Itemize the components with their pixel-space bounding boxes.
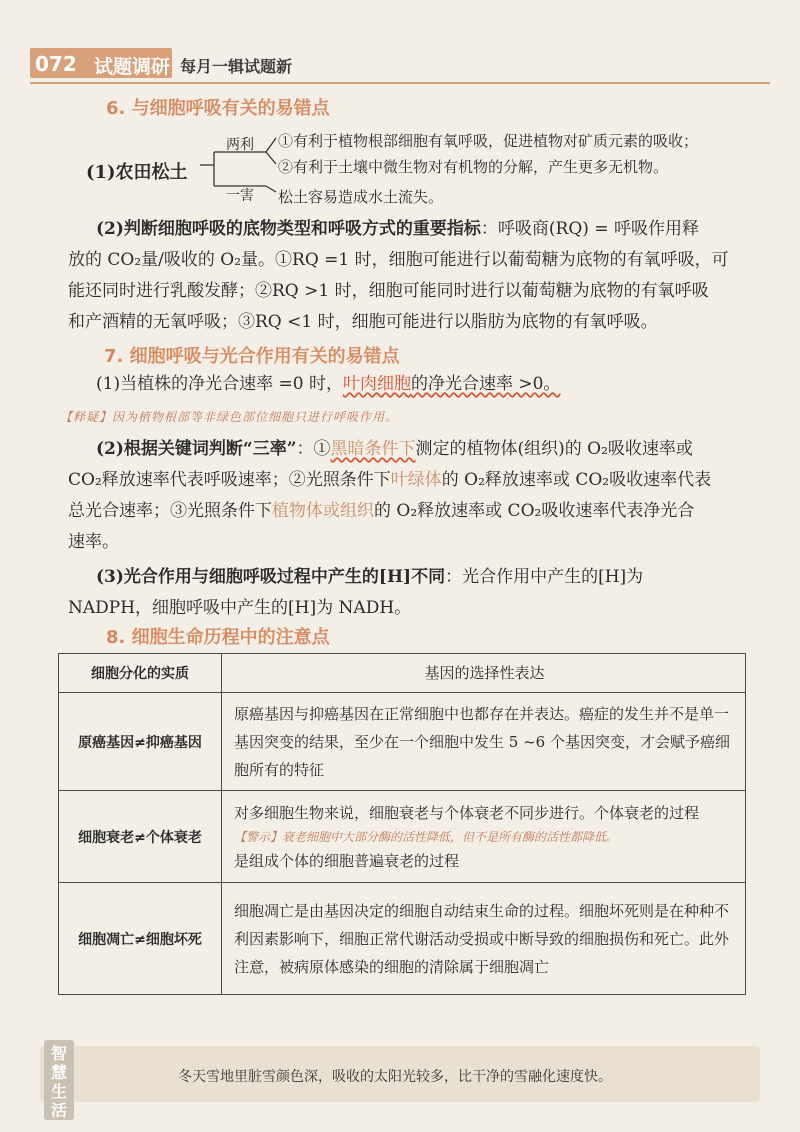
cell-life-table (58, 653, 746, 995)
two-benefits-label: 两利 (226, 137, 254, 153)
section-name: 试题调研 (94, 56, 171, 78)
p1-text-b: 的净光合速率 >0。 (410, 374, 561, 394)
aging-text-b: 是组成个体的细胞普遍衰老的过程 (234, 851, 460, 870)
three-rates-line-4: 速率。 (68, 532, 119, 552)
wisdom-life-tag: 智慧生活 (44, 1040, 74, 1120)
rq-line-1: ：呼吸商(RQ) = 呼吸作用释 (480, 219, 699, 239)
rq-line-2: 放的 CO₂量/吸收的 O₂量。①RQ =1 时，细胞可能进行以葡萄糖为底物的有氧呼吸，可 (68, 250, 729, 270)
three-rates-line3-a: 总光合速率；③光照条件下 (68, 501, 272, 521)
net-photosynthesis-paragraph (96, 369, 756, 400)
harm-text: 松土容易造成水土流失。 (278, 188, 444, 206)
nadph-lead: (3)光合作用与细胞呼吸过程中产生的[H]不同 (96, 567, 446, 587)
row-content: 基因的选择性表达 (222, 654, 746, 693)
footer-tip: 冬天雪地里脏雪颜色深，吸收的太阳光较多，比干净的雪融化速度快。 (178, 1069, 612, 1085)
row-content: 细胞凋亡是由基因决定的细胞自动结束生命的过程。细胞坏死则是在种种不利因素影响下，细胞正常代谢活动受损或中断导致的细胞损伤和死亡。此外注意，被病原体感染的细胞的清除属于细胞凋亡 (222, 883, 746, 995)
nadph-line-1: ：光合作用中产生的[H]为 (445, 567, 644, 587)
respiratory-quotient-paragraph (68, 214, 758, 338)
three-rates-lead: (2)根据关键词判断“三率” (96, 439, 297, 459)
header-subtitle: 每月一辑试题新 (180, 57, 293, 76)
section-6-heading: 6. 与细胞呼吸有关的易错点 (106, 98, 330, 119)
row-content: 原癌基因与抑癌基因在正常细胞中也都存在并表达。癌症的发生并不是单一基因突变的结果，至少在一个细胞中发生 5 ~6 个基因突变，才会赋予癌细胞所有的特征 (222, 693, 746, 791)
nadph-paragraph (68, 562, 758, 624)
table-row (59, 693, 746, 791)
benefit-1: ①有利于植物根部细胞有氧呼吸，促进植物对矿质元素的吸收； (278, 132, 699, 150)
plant-tissue-highlight: 植物体或组织 (272, 501, 374, 521)
dark-condition-highlight: 黑暗条件下 (330, 439, 416, 459)
table-row (59, 883, 746, 995)
tillage-label: (1)农田松土 (86, 162, 188, 183)
row-label: 细胞分化的实质 (59, 654, 222, 693)
page-number: 072 (35, 52, 77, 76)
p1-text-a: (1)当植株的净光合速率 =0 时， (96, 374, 343, 394)
table-row (59, 791, 746, 883)
three-rates-line2-a: CO₂释放速率代表呼吸速率；②光照条件下 (68, 470, 391, 490)
aging-text-a: 对多细胞生物来说，细胞衰老与个体衰老不同步进行。个体衰老的过程 (234, 803, 700, 822)
row-label: 细胞衰老≠个体衰老 (59, 791, 222, 883)
nadph-line-2: NADPH，细胞呼吸中产生的[H]为 NADH。 (68, 598, 412, 618)
clarify-note: 【释疑】因为植物根部等非绿色部位细胞只进行呼吸作用。 (60, 410, 399, 424)
rq-bold-lead: (2)判断细胞呼吸的底物类型和呼吸方式的重要指标 (96, 219, 481, 239)
row-label: 原癌基因≠抑癌基因 (59, 693, 222, 791)
three-rates-line2-b: 的 O₂释放速率或 CO₂吸收速率代表 (441, 470, 712, 490)
section-8-heading: 8. 细胞生命历程中的注意点 (106, 627, 330, 648)
one-harm-label: 一害 (226, 188, 254, 204)
table-row (59, 654, 746, 693)
row-label: 细胞凋亡≠细胞坏死 (59, 883, 222, 995)
chloroplast-highlight: 叶绿体 (390, 470, 442, 490)
three-rates-line3-b: 的 O₂释放速率或 CO₂吸收速率代表净光合 (374, 501, 695, 521)
three-rates-b: 测定的植物体(组织)的 O₂吸收速率或 (415, 439, 693, 459)
row-content (222, 791, 746, 883)
three-rates-paragraph (68, 434, 758, 558)
rq-line-3: 能还同时进行乳酸发酵；②RQ >1 时，细胞可能同时进行以葡萄糖为底物的有氧呼吸 (68, 281, 709, 301)
benefit-2: ②有利于土壤中微生物对有机物的分解，产生更多无机物。 (278, 158, 669, 176)
warning-note: 【警示】衰老细胞中大部分酶的活性降低，但不是所有酶的活性都降低。 (234, 829, 619, 844)
section-7-heading: 7. 细胞呼吸与光合作用有关的易错点 (104, 346, 400, 367)
rq-line-4: 和产酒精的无氧呼吸；③RQ <1 时，细胞可能进行以脂肪为底物的有氧呼吸。 (68, 312, 658, 332)
mesophyll-highlight: 叶肉细胞 (342, 374, 411, 394)
three-rates-a: ：① (296, 439, 331, 459)
